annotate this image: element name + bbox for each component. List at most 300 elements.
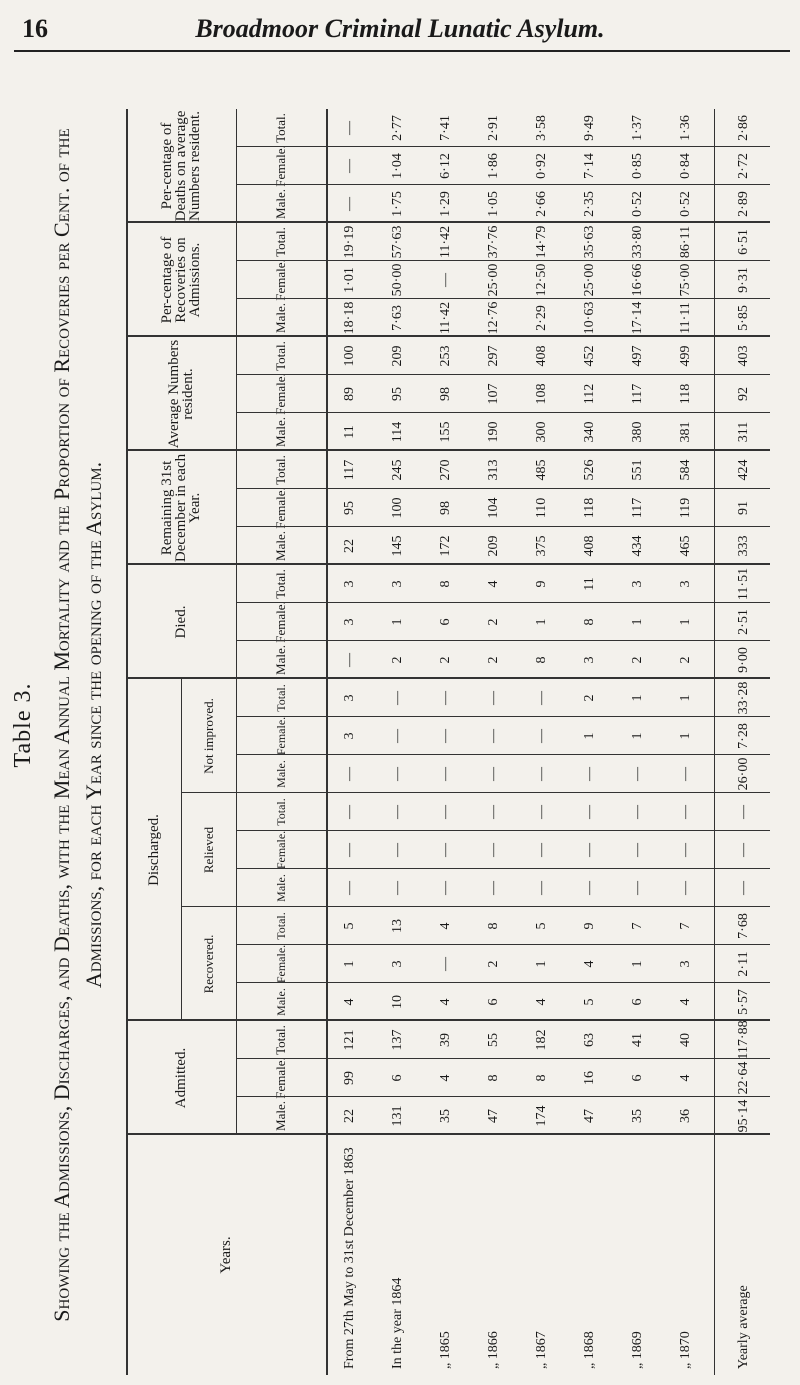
yearly-average-cell: 6·51 (736, 229, 751, 255)
yearly-average-cell: 9·00 (736, 647, 751, 673)
table-cell: — (438, 805, 453, 819)
table-cell: 22 (342, 539, 357, 553)
table-cell: — (582, 805, 597, 819)
table-cell: 174 (534, 1105, 549, 1127)
table-cell: — (438, 767, 453, 781)
row-rule (181, 679, 182, 1021)
table-cell: — (630, 767, 645, 781)
table-cell: 40 (678, 1033, 693, 1047)
year-label: „ 1865 (438, 1331, 453, 1369)
table-cell: 465 (678, 535, 693, 557)
table-cell: 118 (582, 497, 597, 519)
table-cell: 313 (486, 459, 501, 481)
table-cell: — (390, 767, 405, 781)
table-cell: — (342, 843, 357, 857)
table-cell: 119 (678, 497, 693, 519)
table-cell: — (486, 805, 501, 819)
table-cell: — (534, 767, 549, 781)
table-cell: — (342, 653, 357, 667)
table-cell: — (342, 881, 357, 895)
table-cell: 8 (486, 1074, 501, 1082)
table-cell: 33·80 (630, 225, 645, 259)
yearly-average-cell: 33·28 (736, 681, 751, 715)
table-cell: — (438, 691, 453, 705)
row-rule (236, 793, 237, 907)
year-label: „ 1866 (486, 1331, 501, 1369)
column-rule (236, 184, 770, 185)
table-cell: — (390, 881, 405, 895)
table-cell: 2 (486, 960, 501, 968)
table-cell: 172 (438, 535, 453, 557)
table-cell: 3 (582, 656, 597, 664)
table-cell: — (534, 729, 549, 743)
table-cell: 95 (342, 501, 357, 515)
table-cell: 0·52 (678, 191, 693, 217)
table-cell: 584 (678, 459, 693, 481)
table-cell: 3 (342, 580, 357, 588)
group-header-pct_deaths: Per-centage of Deaths on average Numbers resident. (159, 110, 203, 222)
yearly-average-cell: 333 (736, 535, 751, 557)
table-cell: 2 (582, 694, 597, 702)
table-cell: 2 (486, 618, 501, 626)
running-title: Broadmoor Criminal Lunatic Asylum. (195, 14, 605, 43)
year-label: „ 1869 (630, 1331, 645, 1369)
table-cell: — (438, 273, 453, 287)
table-cell: — (582, 843, 597, 857)
table-cell: 253 (438, 345, 453, 367)
table-cell: 117 (630, 497, 645, 519)
table-cell: 11·11 (678, 302, 693, 334)
table-cell: 7·14 (582, 153, 597, 179)
table-cell: 1·04 (390, 153, 405, 179)
yearly-average-cell: 7·68 (736, 913, 751, 939)
years-header: Years. (218, 1236, 234, 1274)
table-cell: 452 (582, 345, 597, 367)
table-cell: 4 (438, 1074, 453, 1082)
column-rule (236, 982, 770, 983)
table-cell: 47 (582, 1109, 597, 1123)
table-cell: 2 (438, 656, 453, 664)
table-cell: — (678, 767, 693, 781)
table-cell: 1·36 (678, 115, 693, 141)
table-cell: 35·63 (582, 225, 597, 259)
yearly-average-cell: 2·89 (736, 191, 751, 217)
row-rule (126, 109, 128, 1375)
yearly-average-cell: 5·85 (736, 305, 751, 331)
table-cell: 12·76 (486, 301, 501, 335)
sub-header-total: Total. (273, 341, 288, 371)
statistics-table (126, 75, 776, 1375)
table-cell: 408 (582, 535, 597, 557)
sub-header-total: Total. (273, 455, 288, 485)
table-cell: 89 (342, 387, 357, 401)
table-cell: 10 (390, 995, 405, 1009)
sub-header-female: Female. (273, 601, 288, 643)
column-rule (236, 488, 770, 489)
year-label: „ 1870 (678, 1331, 693, 1369)
column-rule (236, 298, 770, 299)
column-rule (126, 677, 770, 679)
table-cell: — (438, 881, 453, 895)
table-cell: 18·18 (342, 301, 357, 335)
table-cell: 100 (342, 345, 357, 367)
table-cell: 1 (534, 618, 549, 626)
table-cell: 1·01 (342, 267, 357, 293)
column-rule (236, 754, 770, 755)
table-cell: 6 (630, 1074, 645, 1082)
table-cell: 12·50 (534, 263, 549, 297)
column-rule (236, 260, 770, 261)
table-cell: — (342, 197, 357, 211)
table-cell: 4 (678, 1074, 693, 1082)
group-header-died: Died. (173, 605, 189, 639)
yearly-average-cell: 2·86 (736, 115, 751, 141)
column-rule (236, 640, 770, 641)
table-cell: — (630, 843, 645, 857)
table-cell: 1 (630, 960, 645, 968)
sub-header-female: Female. (273, 373, 288, 415)
column-rule (126, 1019, 770, 1021)
table-cell: 104 (486, 497, 501, 519)
table-cell: 95 (390, 387, 405, 401)
sub-header-total: Total. (274, 798, 288, 826)
column-rule (236, 1096, 770, 1097)
column-rule (236, 830, 770, 831)
yearly-average-cell: 11·51 (736, 567, 751, 601)
table-cell: 209 (390, 345, 405, 367)
table-cell: 2·66 (534, 191, 549, 217)
table-cell: 3·58 (534, 115, 549, 141)
row-rule (236, 337, 237, 451)
table-cell: 41 (630, 1033, 645, 1047)
table-cell: — (534, 843, 549, 857)
table-cell: 14·79 (534, 225, 549, 259)
table-cell: 99 (342, 1071, 357, 1085)
sub-header-total: Total. (273, 569, 288, 599)
year-label: From 27th May to 31st December 1863 (342, 1147, 357, 1369)
table-cell: 270 (438, 459, 453, 481)
table-label: Table 3. (10, 682, 36, 768)
sub-header-female: Female. (274, 716, 288, 756)
rotated-table-page (8, 75, 778, 1375)
sub-header-male: Male. (273, 531, 288, 561)
yearly-average-cell: 2·72 (736, 153, 751, 179)
table-cell: 50·00 (390, 263, 405, 297)
table-cell: 13 (390, 919, 405, 933)
table-cell: 7 (630, 922, 645, 930)
subgroup-header-not_improved: Not improved. (200, 698, 216, 774)
yearly-average-cell: — (736, 805, 751, 819)
table-cell: 2 (486, 656, 501, 664)
table-cell: 117 (342, 459, 357, 481)
table-cell: — (390, 805, 405, 819)
table-cell: 3 (630, 580, 645, 588)
yearly-average-cell: 117·88 (736, 1020, 751, 1060)
sub-header-total: Total. (274, 912, 288, 940)
table-cell: 182 (534, 1029, 549, 1051)
table-cell: 4 (678, 998, 693, 1006)
table-cell: 6 (438, 618, 453, 626)
table-cell: 4 (438, 998, 453, 1006)
table-cell: 19·19 (342, 225, 357, 259)
group-header-remaining: Remaining 31st December in each Year. (159, 453, 203, 563)
table-cell: 9 (582, 922, 597, 930)
table-cell: 11·42 (438, 225, 453, 259)
table-cell: 526 (582, 459, 597, 481)
table-cell: 1·37 (630, 115, 645, 141)
sub-header-male: Male. (273, 645, 288, 675)
table-cell: 11·42 (438, 301, 453, 335)
sub-header-male: Male. (273, 417, 288, 447)
table-cell: 1 (630, 732, 645, 740)
table-cell: 5 (534, 922, 549, 930)
sub-header-total: Total. (273, 227, 288, 257)
table-cell: 7·41 (438, 115, 453, 141)
table-cell: 300 (534, 421, 549, 443)
table-cell: 36 (678, 1109, 693, 1123)
sub-header-male: Male. (274, 874, 288, 902)
table-cell: 39 (438, 1033, 453, 1047)
column-rule (126, 221, 770, 223)
table-cell: — (678, 881, 693, 895)
table-cell: 1·29 (438, 191, 453, 217)
table-cell: 9 (534, 580, 549, 588)
table-cell: — (342, 121, 357, 135)
table-cell: 16·66 (630, 263, 645, 297)
row-rule (236, 565, 237, 679)
year-label: In the year 1864 (390, 1277, 405, 1369)
table-cell: 3 (390, 960, 405, 968)
page-number: 16 (22, 14, 48, 43)
table-cell: — (486, 767, 501, 781)
table-cell: 0·92 (534, 153, 549, 179)
table-cell: 6·12 (438, 153, 453, 179)
sub-header-male: Male. (273, 303, 288, 333)
yearly-average-cell: 22·64 (736, 1061, 751, 1095)
column-rule (126, 563, 770, 565)
table-cell: 1·86 (486, 153, 501, 179)
table-cell: 434 (630, 535, 645, 557)
table-cell: 55 (486, 1033, 501, 1047)
sub-header-female: Female. (274, 830, 288, 870)
column-rule (236, 1058, 770, 1059)
table-cell: 8 (534, 656, 549, 664)
table-cell: 10·63 (582, 301, 597, 335)
table-cell: 6 (390, 1074, 405, 1082)
row-rule (236, 223, 237, 337)
year-label: „ 1868 (582, 1331, 597, 1369)
sub-header-total: Total. (273, 113, 288, 143)
table-cell: — (486, 729, 501, 743)
table-cell: — (630, 881, 645, 895)
column-rule (236, 716, 770, 717)
table-cell: — (582, 881, 597, 895)
column-rule (236, 868, 770, 869)
group-header-pct_recoveries: Per-centage of Recoveries on Admissions. (159, 236, 203, 324)
table-cell: 2 (390, 656, 405, 664)
table-cell: 340 (582, 421, 597, 443)
table-cell: 4 (342, 998, 357, 1006)
sub-header-female: Female. (273, 145, 288, 187)
table-cell: — (486, 843, 501, 857)
table-cell: 0·52 (630, 191, 645, 217)
table-cell: 7 (678, 922, 693, 930)
year-label: „ 1867 (534, 1331, 549, 1369)
sub-header-male: Male. (273, 189, 288, 219)
table-cell: — (438, 957, 453, 971)
table-cell: 47 (486, 1109, 501, 1123)
table-cell: 121 (342, 1029, 357, 1051)
column-rule (236, 146, 770, 147)
table-cell: 108 (534, 383, 549, 405)
table-cell: 0·84 (678, 153, 693, 179)
table-cell: — (390, 691, 405, 705)
column-rule (181, 792, 770, 793)
table-cell: 0·85 (630, 153, 645, 179)
table-cell: 8 (582, 618, 597, 626)
table-cell: 137 (390, 1029, 405, 1051)
table-cell: 110 (534, 497, 549, 519)
table-cell: 37·76 (486, 225, 501, 259)
table-cell: 9·49 (582, 115, 597, 141)
table-cell: 2 (630, 656, 645, 664)
table-cell: 7·63 (390, 305, 405, 331)
table-cell: 118 (678, 383, 693, 405)
table-cell: 2·29 (534, 305, 549, 331)
table-cell: 98 (438, 501, 453, 515)
table-cell: 190 (486, 421, 501, 443)
table-cell: 1 (582, 732, 597, 740)
yearly-average-label: Yearly average (736, 1285, 751, 1369)
table-cell: 117 (630, 383, 645, 405)
sub-header-total: Total. (274, 684, 288, 712)
table-cell: 499 (678, 345, 693, 367)
table-cell: — (438, 843, 453, 857)
table-cell: 3 (342, 618, 357, 626)
table-cell: 16 (582, 1071, 597, 1085)
table-cell: — (630, 805, 645, 819)
table-cell: 98 (438, 387, 453, 401)
sub-header-female: Female. (273, 1057, 288, 1099)
table-cell: 2·35 (582, 191, 597, 217)
yearly-average-cell: 95·14 (736, 1099, 751, 1133)
header-rule (14, 50, 790, 52)
table-cell: 131 (390, 1105, 405, 1127)
table-cell: — (438, 729, 453, 743)
sub-header-female: Female. (273, 259, 288, 301)
table-cell: — (342, 805, 357, 819)
yearly-average-cell: — (736, 843, 751, 857)
table-cell: 3 (678, 580, 693, 588)
sub-header-male: Male. (273, 1101, 288, 1131)
table-cell: 297 (486, 345, 501, 367)
table-cell: 2·91 (486, 115, 501, 141)
page-header (0, 0, 800, 60)
yearly-average-cell: 2·51 (736, 609, 751, 635)
table-cell: 4 (438, 922, 453, 930)
subgroup-header-relieved: Relieved (200, 826, 216, 874)
table-cell: 380 (630, 421, 645, 443)
table-cell: 8 (534, 1074, 549, 1082)
group-header-admitted: Admitted. (173, 1047, 189, 1109)
table-cell: 155 (438, 421, 453, 443)
row-rule (236, 451, 237, 565)
row-rule (236, 679, 237, 793)
table-cell: — (390, 729, 405, 743)
table-cell: 5 (582, 998, 597, 1006)
table-cell: — (486, 691, 501, 705)
table-cell: 75·00 (678, 263, 693, 297)
table-cell: 485 (534, 459, 549, 481)
table-cell: — (534, 805, 549, 819)
table-cell: — (534, 691, 549, 705)
table-cell: 6 (630, 998, 645, 1006)
row-rule (236, 907, 237, 1021)
table-cell: 11 (342, 425, 357, 439)
table-cell: 8 (438, 580, 453, 588)
table-cell: 11 (582, 577, 597, 591)
table-cell: — (486, 881, 501, 895)
table-cell: — (390, 843, 405, 857)
table-cell: 17·14 (630, 301, 645, 335)
table-cell: 1·05 (486, 191, 501, 217)
table-cell: 35 (630, 1109, 645, 1123)
table-cell: 112 (582, 383, 597, 405)
subgroup-header-recovered: Recovered. (200, 934, 216, 994)
column-rule (181, 906, 770, 907)
yearly-average-cell: 311 (736, 421, 751, 443)
column-rule (126, 335, 770, 337)
table-cell: 3 (390, 580, 405, 588)
group-header-discharged: Discharged. (145, 814, 162, 886)
table-cell: 1 (534, 960, 549, 968)
yearly-average-cell: 424 (736, 459, 751, 481)
table-cell: 6 (486, 998, 501, 1006)
table-cell: 1 (678, 732, 693, 740)
table-cell: 25·00 (486, 263, 501, 297)
table-cell: 114 (390, 421, 405, 443)
yearly-average-cell: 7·28 (736, 723, 751, 749)
column-rule (236, 526, 770, 527)
column-rule (236, 602, 770, 603)
table-cell: 5 (342, 922, 357, 930)
sub-header-male: Male. (274, 988, 288, 1016)
table-cell: 1 (630, 618, 645, 626)
table-cell: 1·75 (390, 191, 405, 217)
table-cell: 1 (390, 618, 405, 626)
table-cell: 1 (342, 960, 357, 968)
table-cell: 1 (630, 694, 645, 702)
table-cell: — (678, 805, 693, 819)
table-cell: 8 (486, 922, 501, 930)
table-cell: 245 (390, 459, 405, 481)
yearly-average-cell: 403 (736, 345, 751, 367)
yearly-average-cell: 5·57 (736, 989, 751, 1015)
sub-header-male: Male. (274, 760, 288, 788)
table-cell: 35 (438, 1109, 453, 1123)
table-cell: 3 (342, 732, 357, 740)
table-cell: 1 (678, 694, 693, 702)
table-cell: 408 (534, 345, 549, 367)
yearly-average-cell: 9·31 (736, 267, 751, 293)
table-cell: 57·63 (390, 225, 405, 259)
table-cell: 63 (582, 1033, 597, 1047)
yearly-average-cell: — (736, 881, 751, 895)
table-cell: — (342, 159, 357, 173)
column-rule (236, 944, 770, 945)
table-cell: 22 (342, 1109, 357, 1123)
yearly-average-cell: 26·00 (736, 757, 751, 791)
